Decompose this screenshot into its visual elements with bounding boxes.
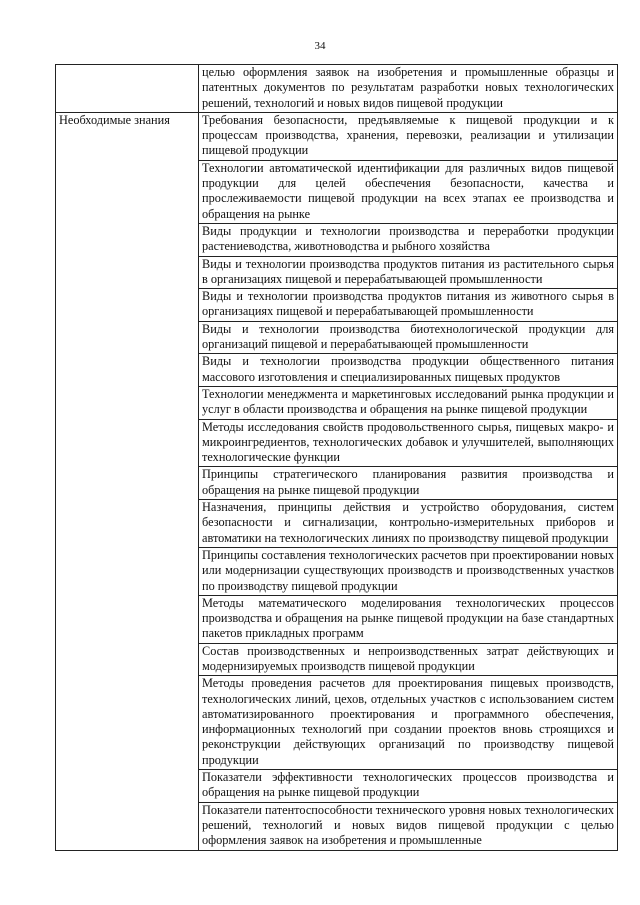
knowledge-item-cell [199, 289, 618, 322]
knowledge-item-cell [199, 802, 618, 850]
continuation-text: целью оформления заявок на изобретения и промышленные образцы и патентных документов по результатам разработки новых технологических решений, технологий и новых видов пищевой продукции [202, 65, 614, 110]
knowledge-item-text: Виды продукции и технологии производства и переработки продукции растениеводства, животноводства и рыбного хозяйства [202, 223, 614, 254]
knowledge-item-text: Технологии менеджмента и маркетинговых исследований рынка продукции и услуг в области производства и обращения на рынке пищевой продукции [202, 386, 614, 417]
knowledge-item-text: Назначения, принципы действия и устройство оборудования, систем безопасности и сигнализации, контрольно-измерительных приборов и автоматики на технологических линиях по производству пищевой продукции [202, 500, 614, 545]
knowledge-item-text: Принципы стратегического планирования развития производства и обращения на рынке пищевой продукции [202, 467, 614, 497]
knowledge-item-text: Методы исследования свойств продовольственного сырья, пищевых макро- и микроингредиентов, технологических добавок и улучшителей, выполняющих технологические функции [202, 419, 614, 465]
knowledge-item-text: Принципы составления технологических расчетов при проектировании новых или модернизации существующих производств и производственных участков по производству пищевой продукции [202, 547, 614, 593]
table-row [56, 65, 618, 113]
knowledge-item-cell [199, 643, 618, 676]
section-label-cell [56, 112, 199, 850]
knowledge-item-text: Показатели патентоспособности технического уровня новых технологических решений, технологий и новых видов пищевой продукции с целью оформления заявок на изобретения и промышленные [202, 802, 614, 848]
knowledge-item-cell [199, 112, 618, 160]
knowledge-item-cell [199, 386, 618, 419]
knowledge-item-text: Показатели эффективности технологических процессов производства и обращения на рынке пищевой продукции [202, 770, 614, 800]
knowledge-item-cell [199, 256, 618, 289]
continuation-cell [199, 65, 618, 113]
knowledge-item-cell [199, 223, 618, 256]
knowledge-item-text: Методы проведения расчетов для проектирования пищевых производств, технологических линий, цехов, отдельных участков с использованием систем автоматизированного проектирования и программного обеспечения, информационных технологий при создании проектов вновь строящихся и реконструкции действующих организаций по производству пищевой продукции [202, 676, 614, 767]
knowledge-item-cell [199, 676, 618, 770]
knowledge-item-text: Технологии автоматической идентификации для различных видов пищевой продукции для целей обеспечения безопасности, качества и прослеживаемости пищевой продукции на всех этапах ее производства и обращения на рынке [202, 160, 614, 221]
section-label: Необходимые знания [59, 112, 170, 127]
knowledge-item-cell [199, 160, 618, 223]
knowledge-item-cell [199, 500, 618, 548]
knowledge-item-cell [199, 321, 618, 354]
knowledge-item-text: Виды и технологии производства продуктов питания из растительного сырья в организациях пищевой и перерабатывающей промышленности [202, 256, 614, 286]
knowledge-table [55, 64, 618, 851]
page-number: 34 [314, 40, 326, 52]
knowledge-item-cell [199, 595, 618, 643]
knowledge-item-cell [199, 770, 618, 803]
knowledge-item-text: Методы математического моделирования технологических процессов производства и обращения на рынке пищевой продукции на базе стандартных пакетов прикладных программ [202, 595, 614, 641]
knowledge-item-cell [199, 354, 618, 387]
knowledge-item-text: Виды и технологии производства продукции общественного питания массового изготовления и специализированных пищевых продуктов [202, 354, 614, 384]
knowledge-item-text: Виды и технологии производства продуктов питания из животного сырья в организациях пищевой и перерабатывающей промышленности [202, 289, 614, 319]
empty-label-cell [56, 65, 199, 113]
knowledge-item-text: Состав производственных и непроизводственных затрат действующих и модернизируемых производств пищевой продукции [202, 643, 614, 673]
knowledge-item-cell [199, 467, 618, 500]
knowledge-item-cell [199, 547, 618, 595]
knowledge-item-text: Требования безопасности, предъявляемые к пищевой продукции и к процессам производства, хранения, перевозки, реализации и утилизации пищевой продукции [202, 112, 614, 158]
knowledge-item-cell [199, 419, 618, 467]
table-row [56, 112, 618, 160]
knowledge-item-text: Виды и технологии производства биотехнологической продукции для организаций пищевой и перерабатывающей промышленности [202, 321, 614, 352]
